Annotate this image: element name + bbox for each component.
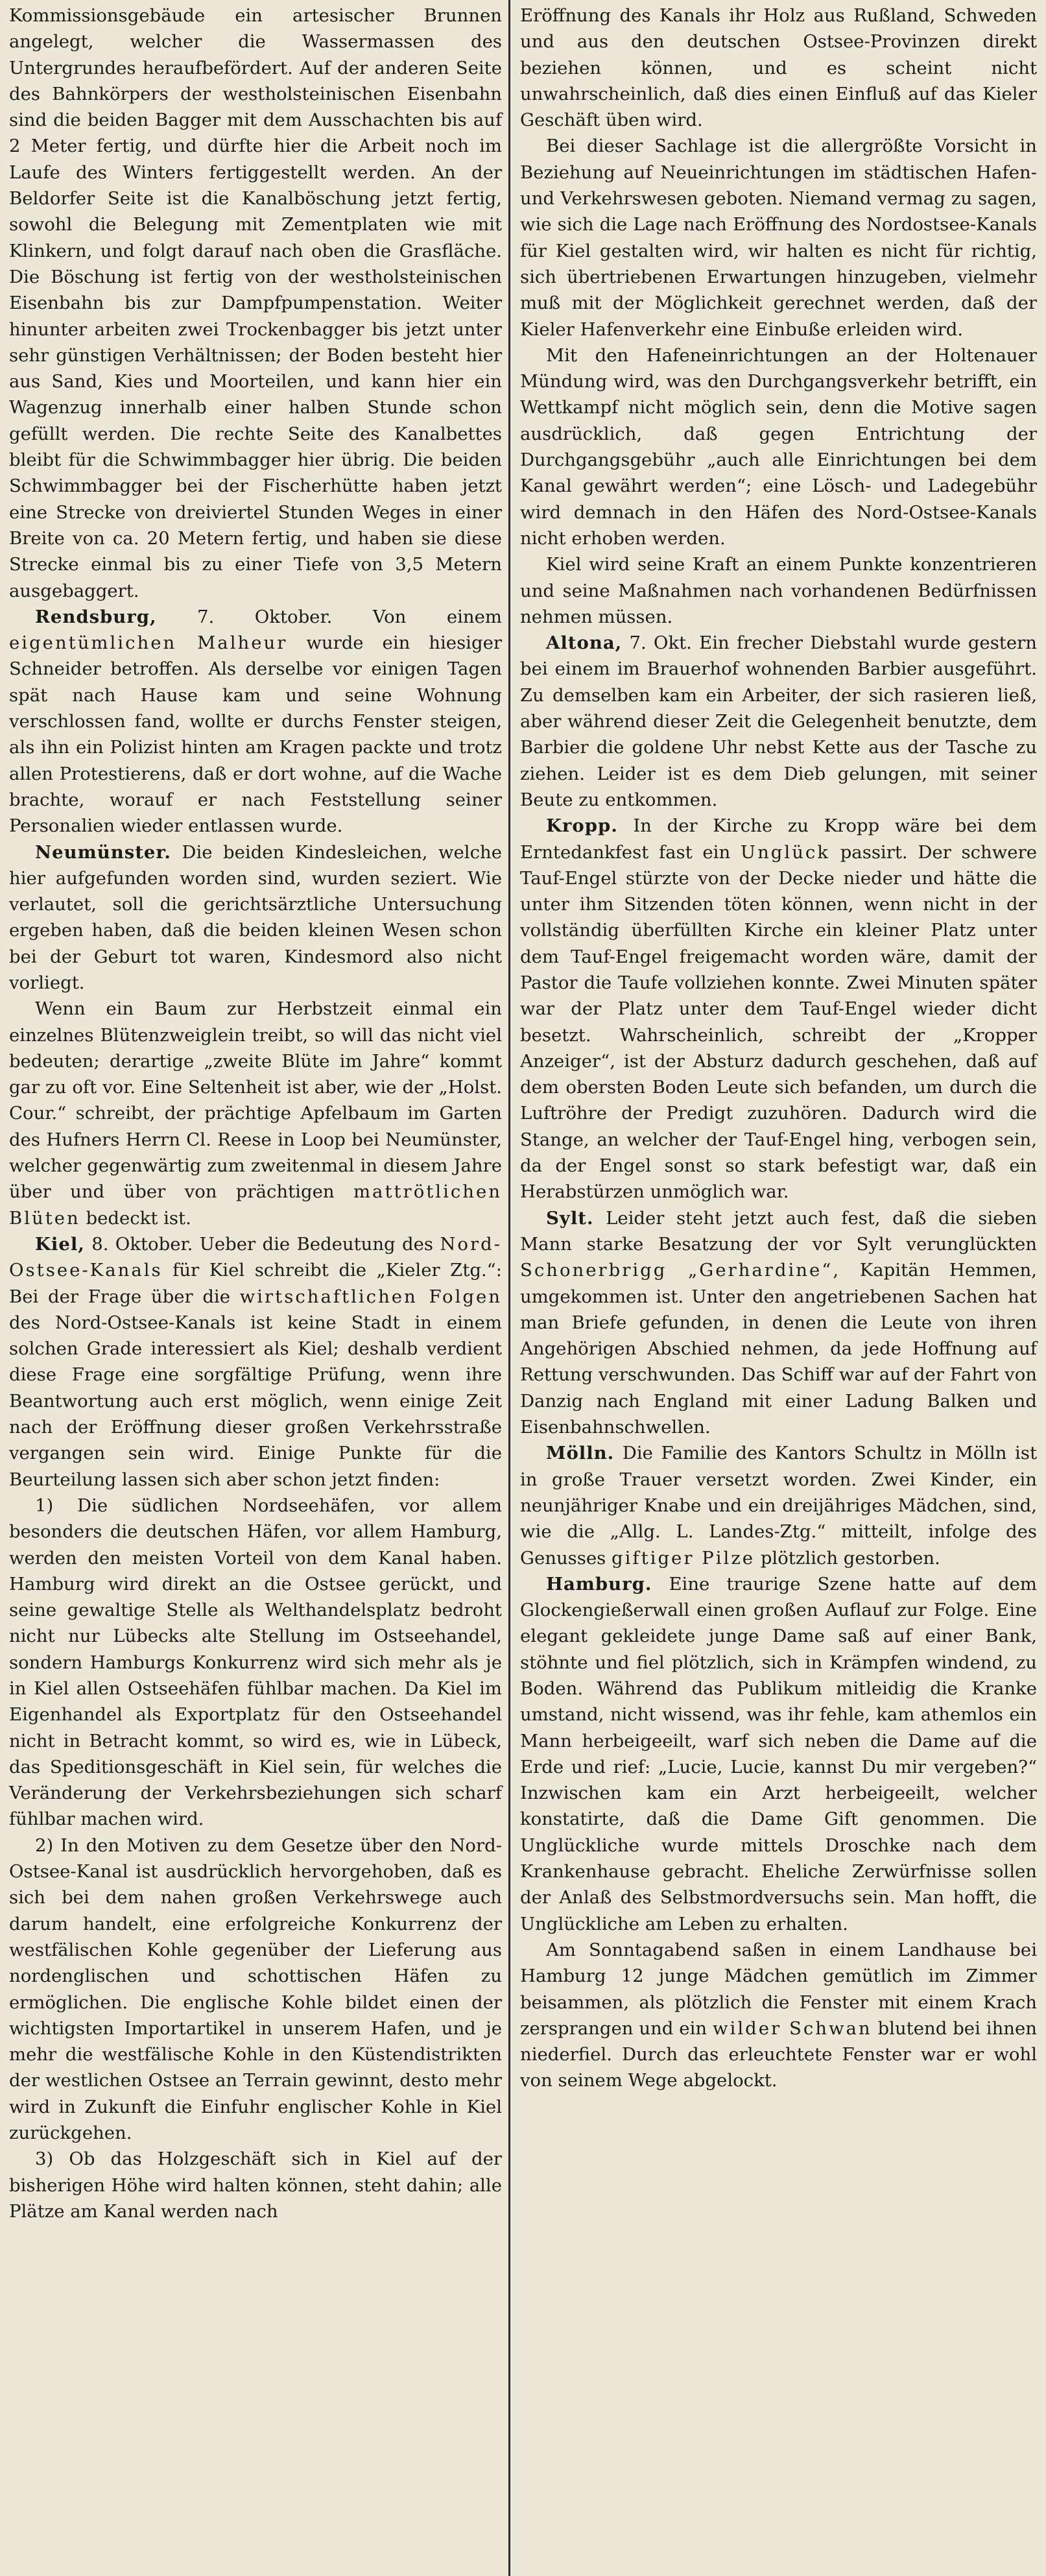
hamburg-text-a: Eine traurige Szene hatte auf dem Glockengießerwall einen großen Auflauf zur Folge. Eine elegant gekleidete junge Dame saß auf einer Bank, stöhnte und fiel plötzlich, sich in Krämpfen windend, zu Boden. Während das Publikum mitleidig die Kranke umstand, nicht wissend, was ihr fehle, kam athemlos ein Mann herbeigeeilt, warf sich neben die Dame auf die Erde und rief: „Lucie, Lucie, kannst Du mir vergeben?“ Inzwischen kam ein Arzt herbeigeeilt, welcher konstatirte, daß die Dame Gift genommen. Die Unglückliche wurde mittels Droschke nach dem Krankenhause gebracht. Eheliche Zerwürfnisse sollen der Anlaß des Selbstmordversuchs sein. Man hofft, die Unglückliche am Leben zu erhalten.: [520, 1573, 1037, 1934]
rendsburg-article: [9, 604, 502, 839]
kropp-emphasis: Unglück: [740, 841, 830, 863]
kiel-emphasis-1: Nord-Ostsee-Kanals: [9, 1233, 502, 1281]
kiel-conclusion-paragraph: Kiel wird seine Kraft an einem Punkte konzentrieren und seine Maßnahmen nach vorhandenen Bedürfnissen nehmen müssen.: [520, 554, 1037, 627]
kiel-point-2: 2) In den Motiven zu dem Gesetze über den Nord-Ostsee-Kanal ist ausdrücklich hervorgehoben, daß es sich bei dem nahen großen Verkehrswege auch darum handelt, eine erfolgreiche Konkurrenz der westfälischen Kohle gegenüber der Lieferung aus nordenglischen und schottischen Häfen zu ermöglichen. Die englische Kohle bildet einen der wichtigsten Importartikel in unserem Hafen, und je mehr die westfälische Kohle in den Küstendistrikten der westlichen Ostsee an Terrain gewinnt, desto mehr wird in Zukunft die Einfuhr englischer Kohle in Kiel zurückgehen.: [9, 1835, 502, 2144]
neumuenster-article: [9, 839, 502, 996]
moelln-text-b: plötzlich gestorben.: [760, 1547, 940, 1569]
hamburg-swan-text-b: blutend bei ihnen niederfiel. Durch das erleuchtete Fenster war er wohl von seinem Wege abgelockt.: [520, 2017, 1037, 2091]
kropp-text-b: passirt. Der schwere Tauf-Engel stürzte von der Decke nieder und hätte die unter ihm Sitzenden töten können, wenn nicht in der vollständig überfüllten Kirche ein kleiner Platz unter dem Tauf-Engel freigemacht worden wäre, damit der Pastor die Taufe vollziehen konnte. Zwei Minuten später war der Platz unter dem Tauf-Engel wieder dicht besetzt. Wahrscheinlich, schreibt der „Kropper Anzeiger“, ist der Absturz dadurch geschehen, daß auf dem obersten Boden Leute sich befanden, um durch die Luftröhre der Predigt zuzuhören. Dadurch wird die Stange, an welcher der Tauf-Engel hing, verbogen sein, da der Engel sonst so stark befestigt war, daß ein Herabstürzen unmöglich war.: [520, 841, 1038, 1203]
sylt-text-a: Leider steht jetzt auch fest, daß die sieben Mann starke Besatzung der vor Sylt verunglückten: [520, 1207, 1037, 1255]
rendsburg-heading: Rendsburg,: [35, 606, 157, 627]
kropp-text-a: In der Kirche zu Kropp wäre bei dem Erntedankfest fast ein: [520, 815, 1037, 863]
moelln-article: [520, 1440, 1037, 1571]
apfelbaum-text-a: Wenn ein Baum zur Herbstzeit einmal ein einzelnes Blütenzweiglein treibt, so will das nicht viel bedeuten; derartige „zweite Blüte im Jahre“ kommt gar zu oft vor. Eine Seltenheit ist aber, wie der „Holst. Cour.“ schreibt, der prächtige Apfelbaum im Garten des Hufners Herrn Cl. Reese in Loop bei Neumünster, welcher gegenwärtig zum zweitenmal in diesem Jahre über und über von prächtigen: [9, 998, 502, 1203]
rendsburg-date: 7. Oktober.: [197, 606, 333, 627]
hamburg-heading: Hamburg.: [546, 1573, 652, 1595]
neumuenster-text: Die beiden Kindesleichen, welche hier aufgefunden worden sind, wurden seziert. Wie verlautet, soll die gerichtsärztliche Untersuchung ergeben haben, daß die beiden kleinen Wesen schon bei der Geburt tot waren, Kindesmord also nicht vorliegt.: [9, 841, 502, 993]
kiel-text-c: des Nord-Ostsee-Kanals ist keine Stadt in einem solchen Grade interessiert als Kiel; deshalb verdient diese Frage eine sorgfältige Prüfung, wenn ihre Beantwortung auch erst möglich, wenn einige Zeit nach der Eröffnung dieser großen Verkehrsstraße vergangen sein wird. Einige Punkte für die Beurteilung lassen sich aber schon jetzt finden:: [9, 1312, 502, 1490]
moelln-heading: Mölln.: [546, 1443, 615, 1464]
hamburg-swan-text-a: Am Sonntagabend saßen in einem Landhause bei Hamburg 12 junge Mädchen gemütlich im Zimmer beisammen, als plötzlich die Fenster mit einem Krach zersprangen und ein: [520, 1939, 1037, 2039]
hamburg-article: [520, 1571, 1037, 1937]
kanal-report-paragraph: Kommissionsgebäude ein artesischer Brunnen angelegt, welcher die Wassermassen des Untergrundes heraufbefördert. Auf der anderen Seite des Bahnkörpers der westholsteinischen Eisenbahn sind die beiden Bagger mit dem Ausschachten bis auf 2 Meter fertig, und dürfte hier die Arbeit noch im Laufe des Winters fertiggestellt werden. An der Beldorfer Seite ist die Kanalböschung jetzt fertig, sowohl die Belegung mit Zementplaten wie mit Klinkern, und folgt darauf nach oben die Grasfläche. Die Böschung ist fertig von der westholsteinischen Eisenbahn bis zur Dampfpumpenstation. Weiter hinunter arbeiten zwei Trockenbagger bis jetzt unter sehr günstigen Verhältnissen; der Boden besteht hier aus Sand, Kies und Moorteilen, und kann hier ein Wagenzug innerhalb einer halben Stunde schon gefüllt werden. Die rechte Seite des Kanalbettes bleibt für die Schwimmbagger hier übrig. Die beiden Schwimmbagger bei der Fischerhütte haben jetzt eine Strecke von dreiviertel Stunden Weges in einer Breite von ca. 20 Metern fertig, und haben sie diese Strecke einmal bis zu einer Tiefe von 3,5 Metern ausgebaggert.: [9, 5, 502, 601]
hamburg-swan-emphasis: wilder Schwan: [712, 2017, 872, 2039]
apfelbaum-emphasis: mattrötlichen Blüten: [9, 1181, 502, 1229]
kiel-text-a: 8. Oktober. Ueber die Bedeutung des: [91, 1233, 433, 1255]
kropp-heading: Kropp.: [546, 815, 618, 837]
altona-heading: Altona,: [546, 632, 623, 654]
right-column: [512, 0, 1046, 2576]
hamburg-swan-article: [520, 1937, 1037, 2094]
sylt-text-b: Kapitän Hemmen, umgekommen ist. Unter den angetriebenen Sachen hat man Briefe gefunden, in denen die Leute von ihren Angehörigen Abschied nehmen, da jede Hoffnung auf Rettung verschwunden. Das Schiff war auf der Fahrt von Danzig nach England mit einer Ladung Balken und Eisenbahnschwellen.: [520, 1260, 1037, 1438]
sylt-heading: Sylt.: [546, 1207, 594, 1229]
rendsburg-emphasis: eigentümlichen Malheur: [9, 632, 288, 654]
left-column: [0, 0, 507, 2576]
neumuenster-heading: Neumünster.: [35, 841, 171, 863]
column-divider: [508, 0, 510, 2576]
kiel-heading: Kiel,: [35, 1233, 85, 1255]
kiel-text-b: für Kiel schreibt die „Kieler Ztg.“: Bei der Frage über die: [9, 1260, 502, 1307]
apfelbaum-article: [9, 996, 502, 1231]
apfelbaum-text-b: bedeckt ist.: [86, 1207, 191, 1229]
altona-text: 7. Okt. Ein frecher Diebstahl wurde gestern bei einem im Brauerhof wohnenden Barbier ausgeführt. Zu demselben kam ein Arbeiter, der sich rasieren ließ, aber während dieser Zeit die Gelegenheit benutzte, dem Barbier die goldene Uhr nebst Kette aus der Tasche zu ziehen. Leider ist es dem Dieb gelungen, mit seiner Beute zu entkommen.: [520, 632, 1037, 810]
kiel-article: [9, 1231, 502, 1493]
kiel-emphasis-2: wirtschaftlichen Folgen: [239, 1286, 502, 1307]
rendsburg-text-b: wurde ein hiesiger Schneider betroffen. Als derselbe vor einigen Tagen spät nach Hause kam und seine Wohnung verschlossen fand, wollte er durchs Fenster steigen, als ihn ein Polizist hinten am Kragen packte und trotz allen Protestierens, daß er dort wohne, auf die Wache brachte, worauf er nach Feststellung seiner Personalien wieder entlassen wurde.: [9, 632, 502, 837]
holtenau-paragraph: Mit den Hafeneinrichtungen an der Holtenauer Mündung wird, was den Durchgangsverkehr betrifft, ein Wettkampf nicht möglich sein, denn die Motive sagen ausdrücklich, daß gegen Entrichtung der Durchgangsgebühr „auch alle Einrichtungen bei dem Kanal gewährt werden“; eine Lösch- und Ladegebühr wird demnach in den Häfen des Nord-Ostsee-Kanals nicht erhoben werden.: [520, 344, 1037, 549]
kropp-article: [520, 813, 1037, 1205]
altona-article: [520, 630, 1037, 813]
sylt-article: [520, 1205, 1037, 1441]
kiel-point-3: 3) Ob das Holzgeschäft sich in Kiel auf der bisherigen Höhe wird halten können, steht dahin; alle Plätze am Kanal werden nach: [9, 2149, 502, 2222]
sylt-emphasis: Schonerbrigg „Gerhardine“,: [520, 1260, 841, 1281]
kiel-caution-paragraph: Bei dieser Sachlage ist die allergrößte Vorsicht in Beziehung auf Neueinrichtungen im städtischen Hafen- und Verkehrswesen geboten. Niemand vermag zu sagen, wie sich die Lage nach Eröffnung des Nordostsee-Kanals für Kiel gestalten wird, wir halten es nicht für richtig, sich übertriebenen Erwartungen hinzugeben, vielmehr muß mit der Möglichkeit gerechnet werden, daß der Kieler Hafenverkehr eine Einbuße erleiden wird.: [520, 136, 1037, 340]
rendsburg-text-a: Von einem: [372, 606, 502, 627]
moelln-emphasis: giftiger Pilze: [612, 1547, 755, 1569]
moelln-text-a: Die Familie des Kantors Schultz in Mölln ist in große Trauer versetzt worden. Zwei Kinder, ein neunjähriger Knabe und ein dreijähriges Mädchen, sind, wie die „Allg. L. Landes-Ztg.“ mitteilt, infolge des Genusses: [520, 1443, 1038, 1569]
kiel-point-1: 1) Die südlichen Nordseehäfen, vor allem besonders die deutschen Häfen, vor allem Hamburg, werden den meisten Vorteil von dem Kanal haben. Hamburg wird direkt an die Ostsee gerückt, und seine gewaltige Stelle als Welthandelsplatz bedroht nicht nur Lübecks alte Stellung im Ostseehandel, sondern Hamburgs Konkurrenz wird sich mehr als je in Kiel allen Ostseehäfen fühlbar machen. Da Kiel im Eigenhandel als Exportplatz für den Ostseehandel nicht in Betracht kommt, so wird es, wie in Lübeck, das Speditionsgeschäft in Kiel sein, für welches die Veränderung der Verkehrsbeziehungen sich scharf fühlbar machen wird.: [9, 1495, 502, 1830]
kiel-continued-paragraph: Eröffnung des Kanals ihr Holz aus Rußland, Schweden und aus den deutschen Ostsee-Provinzen direkt beziehen können, und es scheint nicht unwahrscheinlich, daß dies einen Einfluß auf das Kieler Geschäft üben wird.: [520, 5, 1037, 131]
